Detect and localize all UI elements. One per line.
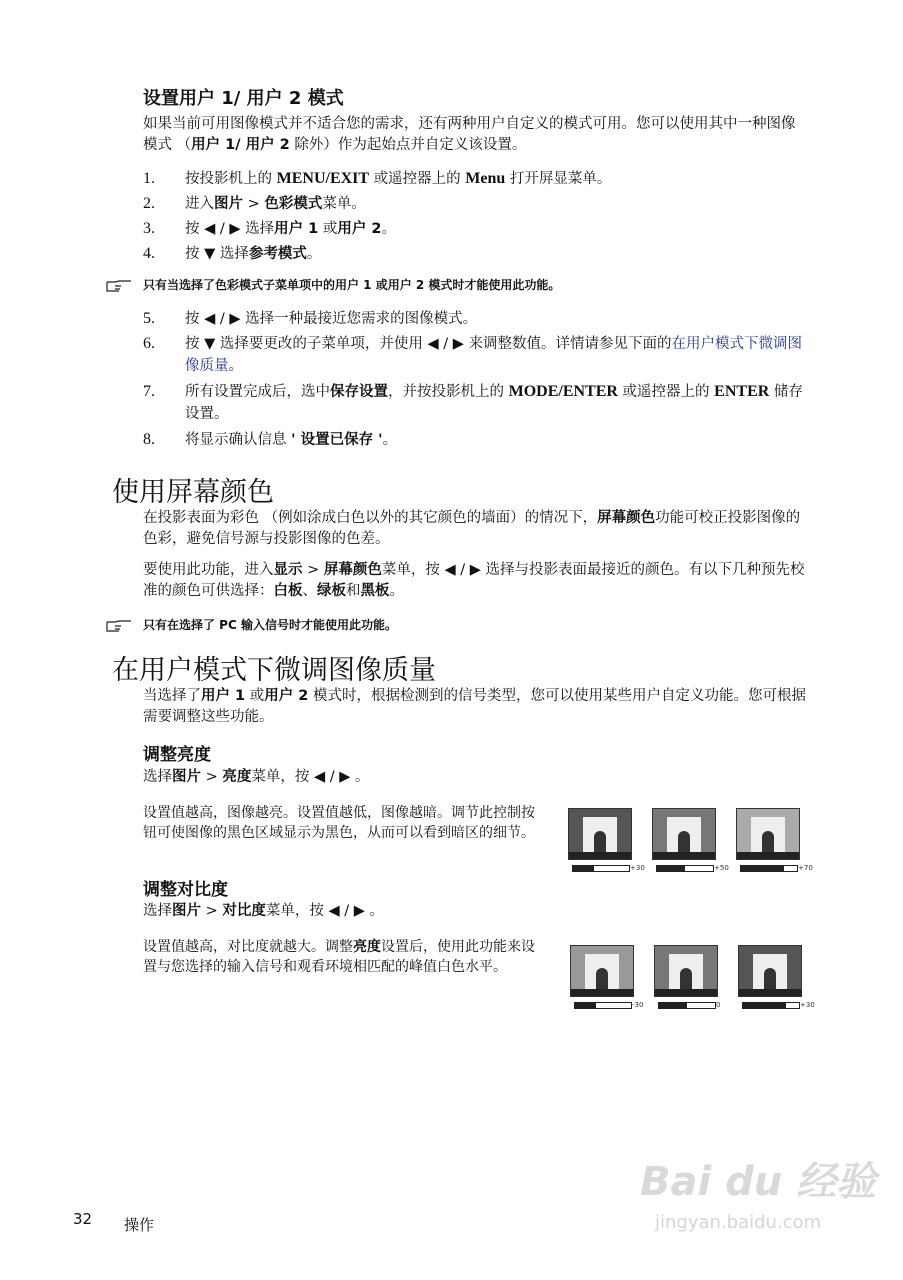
text: 。 (381, 221, 397, 237)
slider-bar (572, 865, 630, 872)
slider-value: +30 (630, 864, 645, 872)
note-text: 只有在选择了 PC 输入信号时才能使用此功能。 (143, 618, 397, 632)
slider-bar (658, 1002, 716, 1009)
bold-text: 用户 1 (274, 221, 319, 237)
text: 。 (389, 583, 404, 599)
text: 。 (382, 432, 398, 448)
list-item-text (185, 168, 810, 190)
text: 按 ▼ 选择要更改的子菜单项，并使用 ◀ / ▶ 来调整数值。详情请参见下面的 (185, 336, 672, 352)
bold-text: 图片 (172, 903, 201, 919)
bold-text: 绿板 (317, 583, 346, 599)
paragraph (143, 560, 808, 602)
paragraph (143, 803, 548, 843)
arc-de-triomphe-image (738, 945, 802, 997)
paragraph (143, 937, 548, 977)
section-heading-fine-tune: 在用户模式下微调图像质量 (112, 655, 436, 686)
slider-value: +70 (798, 864, 813, 872)
list-item-text (185, 218, 810, 240)
list-number: 3. (143, 220, 155, 237)
bold-text: Menu (465, 170, 506, 187)
paragraph (143, 767, 808, 788)
text: 或遥控器上的 (369, 171, 466, 187)
bold-text: 屏幕颜色 (597, 510, 656, 526)
subheading-brightness: 调整亮度 (143, 745, 211, 765)
text: 选择 (143, 903, 172, 919)
list-item-text (185, 308, 810, 330)
text: 功能可校正投影图像的色彩，避免信号源与投影图像的色差。 (143, 510, 801, 547)
list-number: 6. (143, 335, 155, 352)
text: ，并按投影机上的 (388, 384, 509, 400)
bold-text: 白板 (273, 583, 303, 599)
slider-bar (740, 865, 798, 872)
bold-text: 显示 (273, 562, 303, 578)
bold-text: 用户 2 (264, 688, 309, 704)
text: > (201, 769, 223, 785)
slider-value: -30 (632, 1001, 644, 1009)
slider-bar (656, 865, 714, 872)
baidu-watermark-logo: Bai du 经验 (640, 1159, 877, 1205)
pointing-hand-icon (105, 279, 135, 293)
list-item-text (185, 381, 810, 425)
list-item-text (185, 243, 810, 265)
section-heading-screen-color: 使用屏幕颜色 (112, 477, 274, 508)
paragraph (143, 901, 808, 922)
text: 菜单，按 ◀ / ▶ 选择与投影表面最接近的颜色。有以下几种预先校准的颜色可供选择： (143, 562, 805, 599)
text: 按 ▼ 选择 (185, 246, 249, 262)
bold-text: 亮度 (353, 939, 381, 955)
text: 和 (346, 583, 361, 599)
subheading-contrast: 调整对比度 (143, 880, 228, 900)
slider-bar (574, 1002, 632, 1009)
list-number: 8. (143, 431, 155, 448)
text: 将显示确认信息 (185, 432, 292, 448)
bold-text: 用户 2 (337, 221, 382, 237)
text: 储存设置。 (185, 384, 803, 422)
list-number: 2. (143, 195, 155, 212)
text: 选择 (143, 769, 172, 785)
bold-text: 用户 1 (201, 688, 246, 704)
text: 在投影表面为彩色 （例如涂成白色以外的其它颜色的墙面）的情况下， (143, 510, 598, 526)
list-number: 1. (143, 170, 155, 187)
paragraph (143, 114, 808, 156)
paragraph (143, 508, 808, 550)
bold-text: ENTER (714, 383, 770, 400)
bold-text: 图片 (172, 769, 201, 785)
text: 模式时，根据检测到的信号类型，您可以使用某些用户自定义功能。您可根据需要调整这些功能。 (143, 688, 806, 725)
arc-de-triomphe-image (652, 808, 716, 860)
text: 。 (228, 358, 243, 374)
text: > (243, 196, 265, 212)
list-item-text (185, 193, 810, 215)
bold-text: 用户 1/ 用户 2 (191, 137, 290, 153)
text: > (302, 562, 324, 578)
text: 。 (306, 246, 322, 262)
list-item-text (185, 333, 810, 377)
note-text: 只有当选择了色彩模式子菜单项中的用户 1 或用户 2 模式时才能使用此功能。 (143, 278, 561, 292)
bold-text: 亮度 (222, 769, 252, 785)
list-number: 7. (143, 383, 155, 400)
slider-value: +30 (800, 1001, 815, 1009)
text: 如果当前可用图像模式并不适合您的需求，还有两种用户自定义的模式可用。您可以使用其中一种图像模式 （ (143, 116, 796, 153)
arc-de-triomphe-image (570, 945, 634, 997)
paragraph (143, 686, 808, 728)
footer-section: 操作 (124, 1216, 155, 1234)
text: 、 (302, 583, 317, 599)
bold-text: 色彩模式 (264, 196, 323, 212)
bold-text: MENU/EXIT (276, 170, 370, 187)
text: 或 (318, 221, 338, 237)
bold-text: 保存设置 (330, 384, 388, 400)
text: 按投影机上的 (185, 171, 277, 187)
list-number: 4. (143, 245, 155, 262)
text: 按 ◀ / ▶ 选择一种最接近您需求的图像模式。 (185, 311, 478, 327)
text: 进入 (185, 196, 214, 212)
bold-text: ' 设置已保存 ' (291, 432, 383, 448)
arc-de-triomphe-image (654, 945, 718, 997)
text: 设置值越高，图像越亮。设置值越低，图像越暗。调节此控制按钮可使图像的黑色区域显示为黑色，从而可以看到暗区的细节。 (143, 805, 535, 841)
arc-de-triomphe-image (736, 808, 800, 860)
text: 要使用此功能，进入 (143, 562, 274, 578)
bold-text: MODE/ENTER (508, 383, 618, 400)
list-number: 5. (143, 310, 155, 327)
text: 菜单，按 ◀ / ▶ 。 (265, 903, 384, 919)
text: 除外）作为起始点并自定义该设置。 (289, 137, 527, 153)
bold-text: 对比度 (222, 903, 266, 919)
list-item-text (185, 429, 810, 451)
arc-de-triomphe-image (568, 808, 632, 860)
text: 按 ◀ / ▶ 选择 (185, 221, 275, 237)
text: 设置后，使用此功能来设置与您选择的输入信号和观看环境相匹配的峰值白色水平。 (143, 939, 535, 975)
text: 设置值越高，对比度就越大。调整 (143, 939, 353, 955)
slider-value: 0 (716, 1001, 721, 1009)
pointing-hand-icon (105, 619, 135, 633)
cross-reference-link[interactable]: 在用户模式下微调图像质量 (185, 336, 802, 374)
watermark-url: jingyan.baidu.com (655, 1212, 822, 1233)
bold-text: 图片 (214, 196, 243, 212)
text: 当选择了 (143, 688, 201, 704)
slider-value: +50 (714, 864, 729, 872)
text: 所有设置完成后，选中 (185, 384, 330, 400)
text: 打开屏显菜单。 (505, 171, 612, 187)
text: > (201, 903, 223, 919)
bold-text: 参考模式 (248, 246, 307, 262)
section-heading-user-mode: 设置用户 1/ 用户 2 模式 (143, 88, 344, 109)
text: 或 (245, 688, 265, 704)
text: 菜单，按 ◀ / ▶ 。 (251, 769, 370, 785)
text: 或遥控器上的 (617, 384, 715, 400)
text: 菜单。 (322, 196, 366, 212)
bold-text: 屏幕颜色 (323, 562, 382, 578)
slider-bar (742, 1002, 800, 1009)
page-number: 32 (73, 1210, 93, 1228)
bold-text: 黑板 (360, 583, 390, 599)
